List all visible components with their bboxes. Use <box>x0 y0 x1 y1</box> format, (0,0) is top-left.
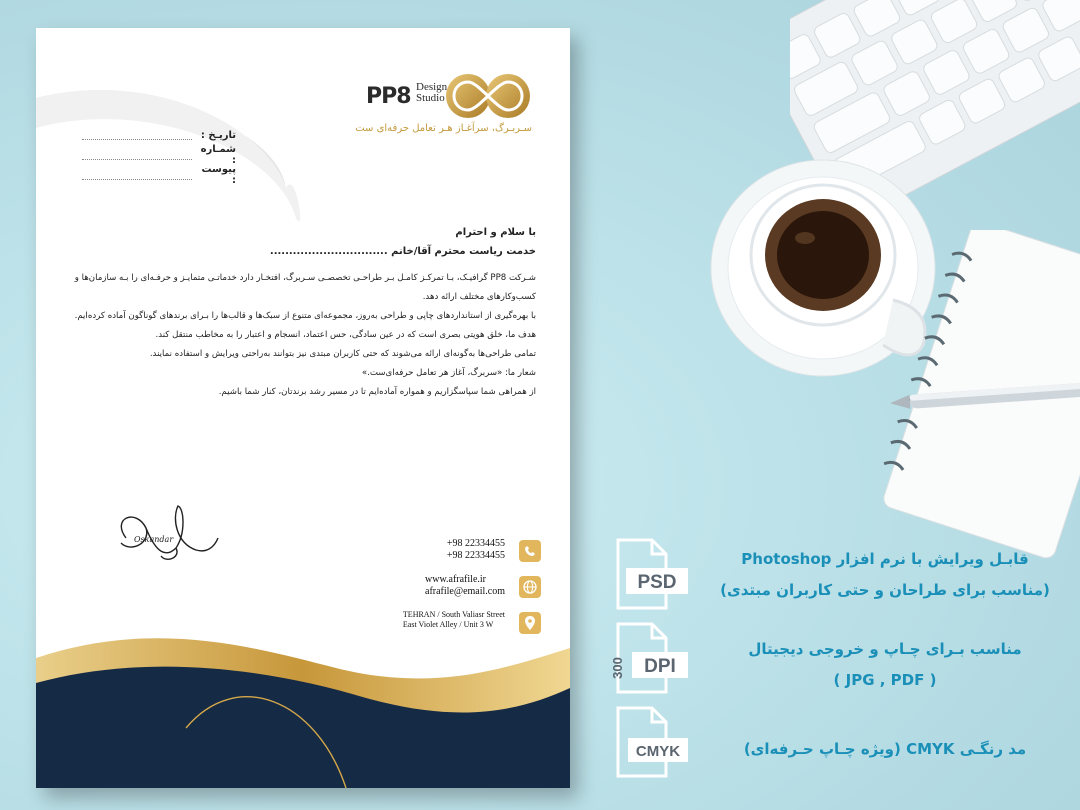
psd-file-icon <box>608 538 688 610</box>
notebook-image <box>880 230 1080 560</box>
feature-psd-line-2: (مناسب برای طراحان و حتی کاربران مبتدی) <box>720 581 1050 599</box>
feature-dpi-line-1: مناسب بـرای چـاپ و خروجی دیجیتال <box>748 640 1022 658</box>
letter-meta-fields <box>76 125 236 185</box>
company-tagline: سـربـرگ، سرآغـاز هـر تعامل حرفه‌ای ست <box>355 123 532 134</box>
feature-cmyk-line-1: مد رنگـی CMYK (ویژه چـاپ حـرفه‌ای) <box>743 740 1027 758</box>
address-line-2: East Violet Alley / Unit 3 W <box>402 620 494 629</box>
signature-image <box>106 498 226 568</box>
paragraph: هدف ما، خلق هویتی بصری است که در عین سادگی، حس اعتماد، انسجام و اعتبار را به مخاطب منتقل کند. <box>155 330 536 340</box>
logo-subtitle: Design Studio <box>416 81 448 104</box>
contact-web <box>416 574 541 610</box>
svg-text:DPI: DPI <box>644 656 676 677</box>
phone-2: +98 22334455 <box>446 550 505 561</box>
dpi-file-icon <box>608 622 688 694</box>
paragraph: شعار ما: «سربرگ، آغاز هر تعامل حرفه‌ای‌ست.» <box>361 368 536 378</box>
cmyk-file-icon <box>608 706 688 778</box>
svg-text:PSD: PSD <box>637 572 677 593</box>
letterhead-paper <box>36 28 570 788</box>
globe-icon <box>519 576 541 598</box>
date-field[interactable]: تاریـخ : <box>76 125 236 145</box>
phone-1: +98 22334455 <box>446 538 505 549</box>
address-line-1: TEHRAN / South Valiasr Street <box>402 610 505 619</box>
attachment-field[interactable]: پیوست : <box>76 165 236 185</box>
infinity-logo-icon <box>444 72 534 120</box>
bottom-wave-decoration <box>36 628 570 788</box>
logo-text: PP8 <box>366 84 411 109</box>
svg-text:Oskandar: Oskandar <box>134 535 174 544</box>
greeting: با سلام و احترام <box>455 227 536 238</box>
svg-text:300: 300 <box>610 657 625 679</box>
website-link: www.afrafile.ir <box>425 574 486 585</box>
paragraph: تمامی طراحی‌ها به‌گونه‌ای ارائه می‌شوند که حتی کاربران مبتدی نیز بتوانند به‌راحتی ویرایش و استفاده نمایند. <box>149 349 536 359</box>
letter-body <box>74 223 536 402</box>
number-field[interactable]: شمـاره : <box>76 145 236 165</box>
svg-text:CMYK: CMYK <box>635 743 681 760</box>
feature-dpi-line-2: ( JPG , PDF ) <box>833 671 937 689</box>
paragraph: با بهره‌گیری از استانداردهای چاپی و طراحی به‌روز، مجموعه‌ای متنوع از سبک‌ها و قالب‌ها را بـرای برندهای گوناگون آماده کرده‌ایم. <box>74 311 536 321</box>
feature-psd-line-1: قابـل ویرایش با نرم افزار Photoshop <box>741 550 1029 568</box>
email-link: afrafile@email.com <box>425 586 505 597</box>
phone-icon <box>519 540 541 562</box>
paragraph: شـرکت PP8 گرافیـک، بـا تمرکـز کامـل بـر طراحـی تخصصـی سـربرگ، افتخـار دارد خدماتـی متمایـز و حرفـه‌ای را بـه سازمان‌ها و کسب‌وکارهای مختلف ارائه دهد. <box>74 273 536 302</box>
paragraph: از همراهی شما سپاسگزاریم و همواره آماده‌ایم تا در مسیر رشد برندتان، کنار شما باشیم. <box>218 387 536 397</box>
addressee: خدمت ریاست محترم آقا/خانم ............................... <box>269 246 536 257</box>
contact-phone <box>416 538 541 574</box>
